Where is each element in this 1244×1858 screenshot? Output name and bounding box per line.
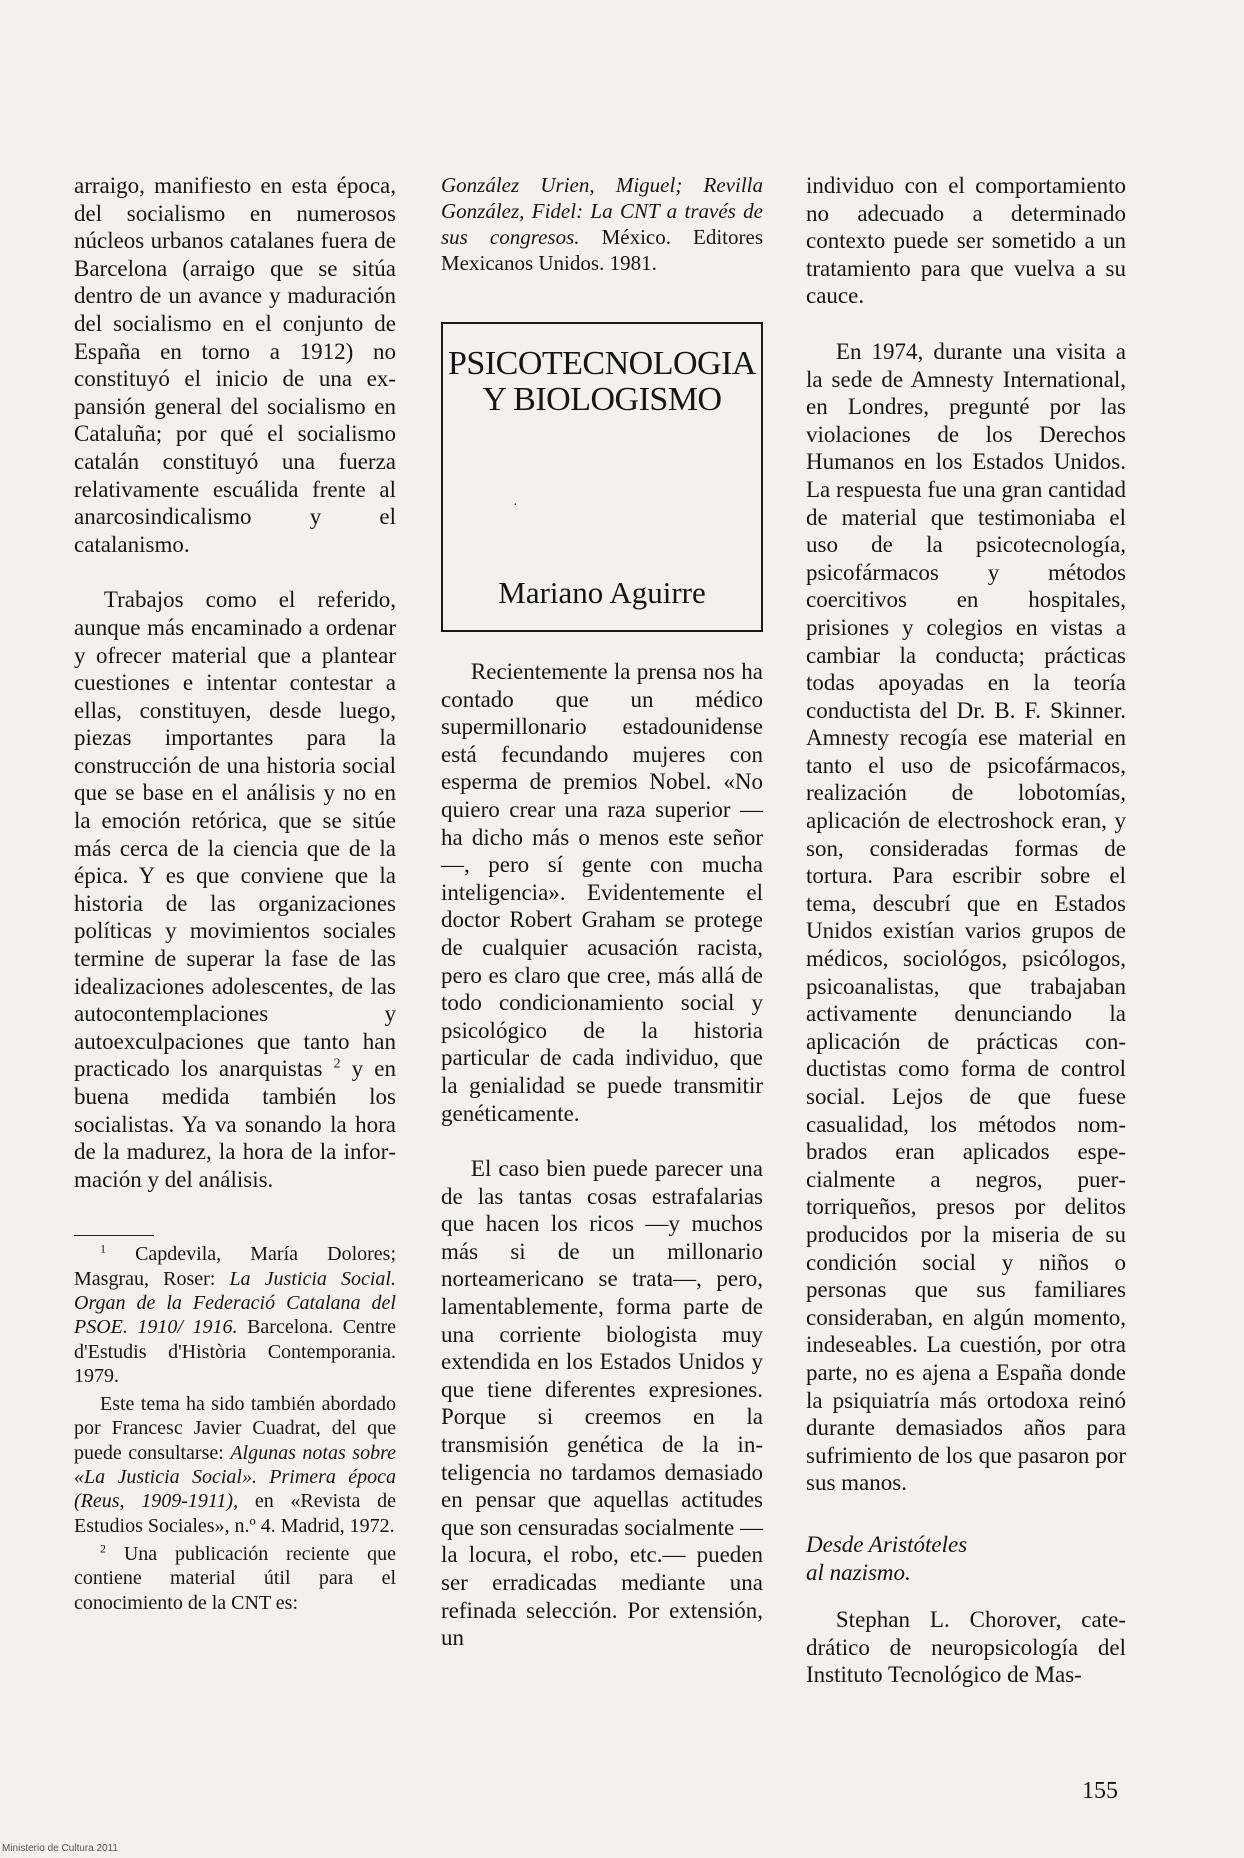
paragraph-text: Trabajos como el referido, aunque más encaminado a ordenar y ofrecer material que a plantear cuestiones e intentar contestar a ellas, constituyen, desde luego, piezas importantes para la construcción de una historia social que se base en el análisis y no en la emoción retórica, que se sitúe más cerca de la ciencia que de la épica. Y es que conviene que la historia de las organizaciones políticas y movimientos sociales termine de superar la fase de las idealizaciones adolescentes, de las autocontemplaciones y autoexculpaciones que tanto han practicado los anarquistas bbox=[74, 587, 396, 1082]
decorative-dot: · bbox=[513, 498, 518, 513]
footnote-1-continued bbox=[74, 1392, 396, 1538]
footnote-number: 2 bbox=[100, 1541, 106, 1556]
article-author: Mariano Aguirre bbox=[498, 575, 706, 610]
article-title bbox=[443, 346, 761, 418]
article-title-line: PSICOTECNOLOGIA bbox=[448, 345, 756, 382]
section-heading bbox=[806, 1531, 1126, 1586]
footnote-divider bbox=[74, 1235, 154, 1236]
footnote-text: Capdevila, María Dolores; Masgrau, Roser: bbox=[74, 1243, 396, 1290]
footnote-title: La Justicia Social. Organ de la Federació Catalana del PSOE. 1910/ 1916. bbox=[74, 1267, 396, 1339]
column-right bbox=[806, 172, 1126, 1689]
footnote-text: Una publicación reciente que contiene material útil para el conocimiento de la CNT es: bbox=[74, 1542, 397, 1614]
footnote-text: Barcelona. Centre d'Estudis d'Història Contemporania. 1979. bbox=[74, 1316, 396, 1387]
paragraph: individuo con el comportamiento no adecuado a determinado contexto puede ser sometido a un tratamiento para que vuelva a su cauce. bbox=[806, 173, 1126, 309]
footnote-title: González Urien, Miguel; Revilla González, Fidel: La CNT a través de sus congresos. bbox=[441, 173, 763, 249]
footnote-2-continued bbox=[441, 172, 763, 276]
footnote-text: México. Editores Mexicanos Unidos. 1981. bbox=[441, 225, 763, 275]
footnote-text: Este tema ha sido también abordado por Francesc Javier Cuadrat, del que puede consultarse: bbox=[74, 1393, 396, 1464]
paragraph: En 1974, durante una visita a la sede de Amnesty International, en Londres, pregunté por las violaciones de los Derechos Humanos en los Estados Unidos. La respuesta fue una gran cantidad de material que testimoniaba el uso de la psicotecnología, psicofármacos y métodos coercitivos en hospitales, prisiones y colegios en vistas a cambiar la conducta; prácticas todas apoyadas en la teoría conductista del Dr. B. F. Skinner. Amnesty recogía ese material en tanto el uso de psicofármacos, realización de lobotomías, aplicación de electroshock eran, y son, consideradas formas de tortura. Para escribir sobre el tema, descubrí que en Estados Unidos existían varios grupos de médicos, sociológos, psicólogos, psicoanalistas, que trabajaban activamente denunciando la aplicación de prácticas conductistas como forma de control social. Lejos de que fuese casualidad, los métodos nombrados eran aplicados especialmente a negros, puertorriqueños, presos por delitos producidos por la miseria de su condición social y niños o personas que sus familiares consideraban, en algún momento, indeseables. La cuestión, por otra parte, no es ajena a España donde la psiquiatría más ortodoxa reinó durante demasiados años para sufrimiento de los que pasaron por sus manos. bbox=[806, 338, 1126, 1496]
archive-credit: Ministerio de Cultura 2011 bbox=[2, 1843, 118, 1854]
footnote-2 bbox=[74, 1542, 396, 1615]
column-left bbox=[74, 172, 396, 1615]
paragraph: El caso bien puede parecer una de las tantas cosas estrafalarias que hacen los ricos —y muchos más si de un millonario norteamericano se trata—, pero, lamentablemente, forma parte de una corriente biologista muy extendida en los Estados Unidos y que tiene diferentes expresiones. Porque si creemos en la transmisión genética de la inteligencia no tardamos demasiado en pensar que aquellas actitudes que son censuradas socialmente —la locura, el robo, etc.— pueden ser erradicadas mediante una refinada selección. Por extensión, un bbox=[441, 1156, 763, 1651]
section-heading-line: al nazismo. bbox=[806, 1559, 911, 1585]
paragraph: arraigo, manifiesto en esta época, del socialismo en numerosos núcleos urbanos catalanes fuera de Barcelona (arraigo que se sitúa dentro de un avance y maduración del socialismo en el conjunto de España en torno a 1912) no constituyó el inicio de una expansión general del socialismo en Cataluña; por qué el socialismo catalán constituyó una fuerza relativamente escuálida frente al anarcosindicalismo y el catalanismo. bbox=[74, 173, 396, 557]
footnote-title: Algunas notas sobre «La Justicia Social». Primera época (Reus, 1909-1911), bbox=[74, 1441, 396, 1513]
article-title-line: Y BIOLOGISMO bbox=[482, 381, 722, 418]
footnote-number: 1 bbox=[100, 1241, 106, 1256]
paragraph: Stephan L. Chorover, catedrático de neuropsicología del Instituto Tecnológico de Mas- bbox=[806, 1607, 1126, 1688]
paragraph bbox=[74, 586, 396, 1193]
footnote-1 bbox=[74, 1242, 396, 1388]
paragraph-text: y en buena medida también los socialistas. Ya va sonando la hora de la madurez, la hora de la información y del análisis. bbox=[74, 1056, 396, 1192]
footnote-text: en «Revista de Estudios Sociales», n.º 4. Madrid, 1972. bbox=[74, 1490, 396, 1537]
footnote-ref: 2 bbox=[333, 1055, 341, 1071]
section-heading-line: Desde Aristóteles bbox=[806, 1531, 968, 1557]
page-number: 155 bbox=[1082, 1778, 1118, 1804]
article-title-box bbox=[441, 322, 763, 632]
paragraph: Recientemente la prensa nos ha contado que un médico supermillonario estadounidense está fecundando mujeres con esperma de premios Nobel. «No quiero crear una raza superior —ha dicho más o menos este señor—, pero sí gente con mucha inteligencia». Evidentemente el doctor Robert Graham se protege de cualquier acusación racista, pero es claro que cree, más allá de todo condicionamiento social y psicológico de la historia particular de cada individuo, que la genialidad se puede transmitir genéticamente. bbox=[441, 659, 763, 1126]
column-middle bbox=[441, 172, 763, 1652]
